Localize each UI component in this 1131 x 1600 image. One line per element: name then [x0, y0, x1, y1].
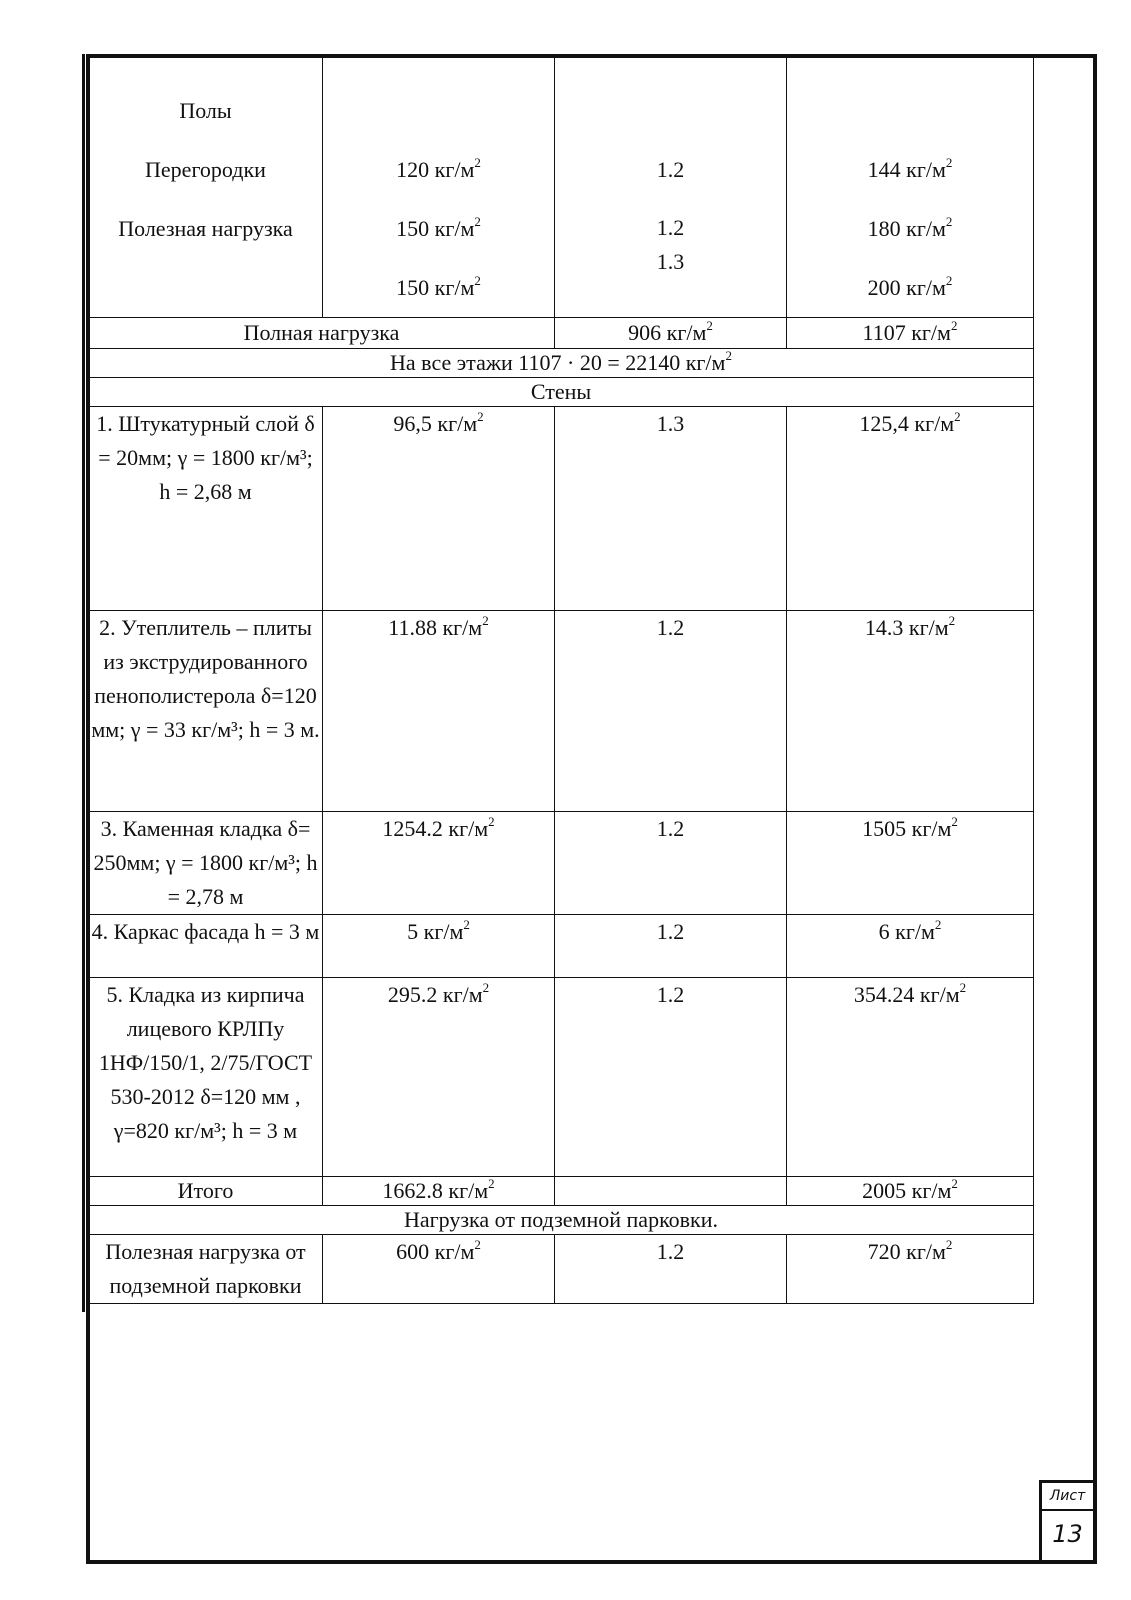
parking-design: 720 кг/м [867, 1239, 946, 1264]
all-floors-text: На все этажи 1107 · 20 = 22140 кг/м [390, 350, 726, 375]
table-row: Полная нагрузка 906 $кг/м^2$ 1107 $кг/м^2$ [89, 318, 1034, 349]
normative-value: 120 кг/м [396, 157, 475, 182]
wall-design: 125,4 кг/м [859, 411, 955, 436]
design-value: 200 кг/м [867, 275, 946, 300]
table-row [89, 378, 1034, 407]
walls-section-header: Стены [89, 378, 1034, 407]
wall-name: 2. Утеплитель – плиты из экструдированного пенополистерола δ=120 мм; γ = 33 кг/м³; h = 3 м. [89, 611, 323, 812]
table-row [89, 57, 1034, 318]
sheet-label: Лист [1042, 1483, 1093, 1511]
total-normative: 1662.8 кг/м [382, 1178, 489, 1203]
wall-factor: 1.3 [555, 407, 787, 611]
wall-name: 4. Каркас фасада h = 3 м [89, 915, 323, 978]
wall-normative: 5 кг/м [407, 919, 464, 944]
full-load-normative: 906 кг/м [628, 320, 707, 345]
row-name: Перегородки [145, 157, 266, 182]
top-normative-cell: 120 $кг/м^2$ 150 $кг/м^2$ 150 $кг/м^2$ [323, 57, 555, 318]
factor-value: 1.2 [656, 157, 685, 182]
normative-value: 150 кг/м [396, 216, 475, 241]
full-load-design: 1107 кг/м [862, 320, 951, 345]
table-row [89, 1206, 1034, 1235]
table-row: 2. Утеплитель – плиты из экструдированного пенополистерола δ=120 мм; γ = 33 кг/м³; h = 3 м. 11.88 $кг/м^2$ 1.2 14.3 $кг/м^2$ [89, 611, 1034, 812]
table-row: 1. Штукатурный слой δ = 20мм; γ = 1800 кг/м³; h = 2,68 м 96,5 $кг/м^2$ 1.3 125,4 $кг/м^2$ [89, 407, 1034, 611]
top-names-cell [89, 57, 323, 318]
wall-factor: 1.2 [555, 812, 787, 915]
wall-design: 1505 кг/м [862, 816, 952, 841]
total-design: 2005 кг/м [862, 1178, 952, 1203]
left-binding-line [82, 54, 85, 1312]
table-row: Полезная нагрузка от подземной парковки 600 $кг/м^2$ 1.2 720 $кг/м^2$ [89, 1235, 1034, 1304]
table-row: На все этажи 1107 · 20 = 22140 $кг/м^2$ [89, 349, 1034, 378]
wall-design: 354.24 кг/м [853, 982, 960, 1007]
total-label: Итого [89, 1177, 323, 1206]
parking-section-header: Нагрузка от подземной парковки. [89, 1206, 1034, 1235]
parking-normative: 600 кг/м [396, 1239, 475, 1264]
wall-design: 14.3 кг/м [864, 615, 949, 640]
top-factor-cell [555, 57, 787, 318]
wall-normative: 96,5 кг/м [393, 411, 478, 436]
design-value: 144 кг/м [867, 157, 946, 182]
row-name: Полезная нагрузка [118, 216, 293, 241]
normative-value: 150 кг/м [396, 275, 475, 300]
table-row: Итого 1662.8 $кг/м^2$ 2005 $кг/м^2$ [89, 1177, 1034, 1206]
factor-value: 1.3 [656, 249, 685, 274]
full-load-label: Полная нагрузка [89, 318, 555, 349]
wall-factor: 1.2 [555, 978, 787, 1177]
wall-name: 3. Каменная кладка δ= 250мм; γ = 1800 кг/м³; h = 2,78 м [89, 812, 323, 915]
loads-table [88, 56, 1034, 1304]
parking-name: Полезная нагрузка от подземной парковки [89, 1235, 323, 1304]
wall-name: 1. Штукатурный слой δ = 20мм; γ = 1800 кг/м³; h = 2,68 м [89, 407, 323, 611]
parking-factor: 1.2 [555, 1235, 787, 1304]
top-design-cell: 144 $кг/м^2$ 180 $кг/м^2$ 200 $кг/м^2$ [787, 57, 1034, 318]
row-name: Полы [179, 98, 232, 123]
wall-design: 6 кг/м [878, 919, 935, 944]
wall-name: 5. Кладка из кирпича лицевого КРЛПу 1НФ/150/1, 2/75/ГОСТ 530-2012 δ=120 мм , γ=820 кг/м³; h = 3 м [89, 978, 323, 1177]
wall-factor: 1.2 [555, 611, 787, 812]
table-row: 4. Каркас фасада h = 3 м 5 $кг/м^2$ 1.2 6 $кг/м^2$ [89, 915, 1034, 978]
wall-factor: 1.2 [555, 915, 787, 978]
wall-normative: 11.88 кг/м [388, 615, 483, 640]
design-value: 180 кг/м [867, 216, 946, 241]
sheet-number: 13 [1052, 1520, 1083, 1548]
wall-normative: 295.2 кг/м [387, 982, 483, 1007]
table-row: 5. Кладка из кирпича лицевого КРЛПу 1НФ/150/1, 2/75/ГОСТ 530-2012 δ=120 мм , γ=820 кг/м³; h = 3 м 295.2 $кг/м^2$ 1.2 354.24 $кг/м^2$ [89, 978, 1034, 1177]
sheet-stamp [1039, 1480, 1093, 1560]
wall-normative: 1254.2 кг/м [382, 816, 489, 841]
factor-value: 1.2 [656, 215, 685, 240]
table-row: 3. Каменная кладка δ= 250мм; γ = 1800 кг/м³; h = 2,78 м 1254.2 $кг/м^2$ 1.2 1505 $кг/м^2$ [89, 812, 1034, 915]
